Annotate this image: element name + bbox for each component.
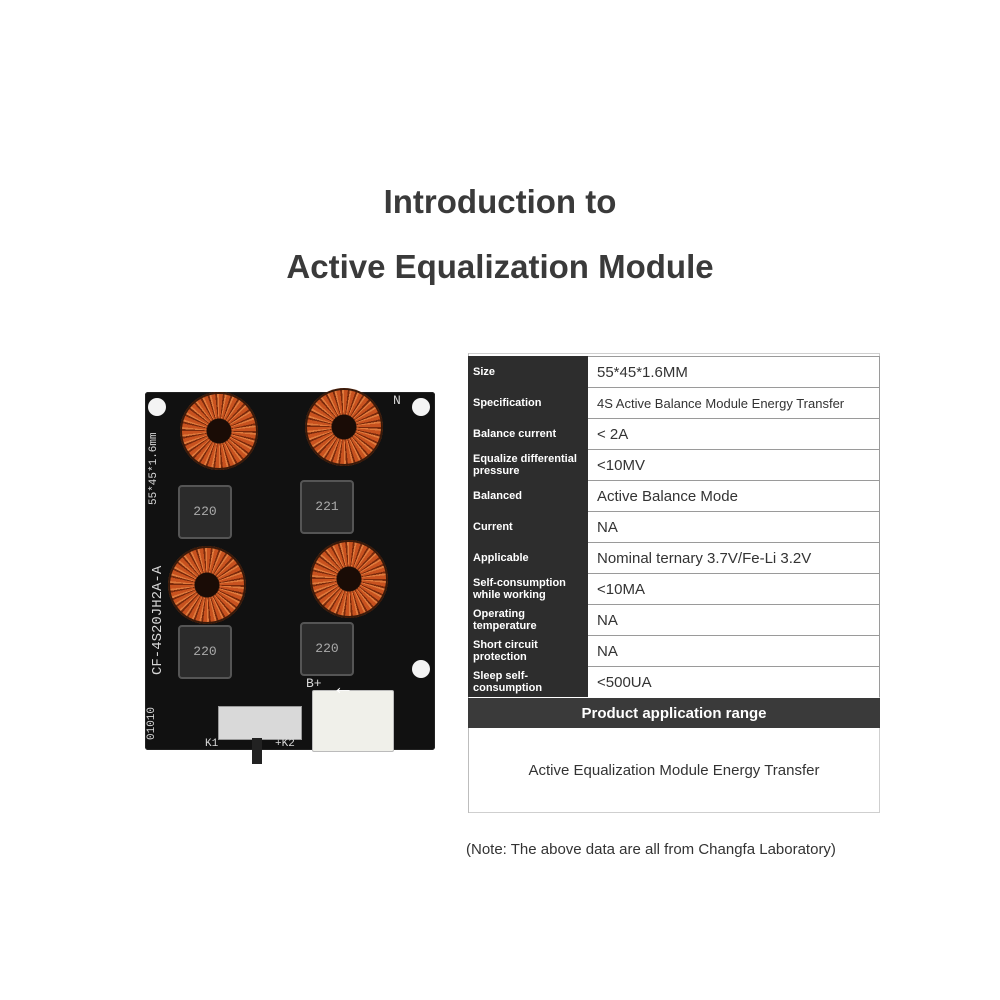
mounting-hole bbox=[412, 398, 430, 416]
spec-label: Specification bbox=[468, 387, 588, 418]
spec-label: Equalize differential pressure bbox=[468, 449, 588, 480]
board-size-label: 55*45*1.6mm bbox=[148, 432, 160, 505]
board-model-label: CF-4S20JH2A-A bbox=[150, 565, 166, 675]
port-label: B+ bbox=[306, 676, 322, 691]
board-bottom-label: 01010 bbox=[146, 706, 158, 740]
spec-label: Balanced bbox=[468, 480, 588, 511]
spec-value: 4S Active Balance Module Energy Transfer bbox=[588, 387, 880, 418]
spec-value: NA bbox=[588, 604, 880, 635]
inductor: 220 bbox=[178, 485, 232, 539]
spec-row-balanced bbox=[468, 480, 880, 511]
spec-value: 55*45*1.6MM bbox=[588, 356, 880, 387]
spec-row-differential-pressure bbox=[468, 449, 880, 480]
switch-label-k2: +K2 bbox=[275, 738, 295, 750]
spec-value: <10MV bbox=[588, 449, 880, 480]
toroid-coil bbox=[180, 392, 258, 470]
spec-row-self-consumption bbox=[468, 573, 880, 604]
spec-value: NA bbox=[588, 635, 880, 666]
board-corner-label: N bbox=[393, 393, 401, 408]
arrow-icon: ← bbox=[332, 674, 354, 699]
inductor: 220 bbox=[178, 625, 232, 679]
footnote: (Note: The above data are all from Changfa Laboratory) bbox=[466, 841, 836, 858]
spec-row-short-circuit bbox=[468, 635, 880, 666]
page-title-line-2: Active Equalization Module bbox=[286, 248, 714, 285]
spec-label: Operating temperature bbox=[468, 604, 588, 635]
spec-row-size bbox=[468, 356, 880, 387]
slide-switch bbox=[218, 706, 302, 740]
application-range-header: Product application range bbox=[468, 698, 880, 728]
spec-label: Short circuit protection bbox=[468, 635, 588, 666]
spec-row-specification bbox=[468, 387, 880, 418]
spec-value: <10MA bbox=[588, 573, 880, 604]
mounting-hole bbox=[148, 398, 166, 416]
mounting-hole bbox=[412, 660, 430, 678]
toroid-coil bbox=[168, 546, 246, 624]
spec-row-current bbox=[468, 511, 880, 542]
spec-row-sleep-consumption bbox=[468, 666, 880, 697]
toroid-coil bbox=[305, 388, 383, 466]
spec-row-balance-current bbox=[468, 418, 880, 449]
spec-label: Size bbox=[468, 356, 588, 387]
spec-value: < 2A bbox=[588, 418, 880, 449]
inductor: 220 bbox=[300, 622, 354, 676]
spec-label: Self-consumption while working bbox=[468, 573, 588, 604]
spec-value: Active Balance Mode bbox=[588, 480, 880, 511]
spec-row-applicable bbox=[468, 542, 880, 573]
switch-lever bbox=[252, 738, 262, 764]
page-title-line-1: Introduction to bbox=[383, 183, 617, 220]
spec-label: Applicable bbox=[468, 542, 588, 573]
spec-label: Sleep self-consumption bbox=[468, 666, 588, 697]
application-range-text: Active Equalization Module Energy Transfer bbox=[528, 762, 820, 779]
switch-label-k1: K1 bbox=[205, 738, 219, 750]
spec-value: Nominal ternary 3.7V/Fe-Li 3.2V bbox=[588, 542, 880, 573]
spec-value: <500UA bbox=[588, 666, 880, 697]
spec-value: NA bbox=[588, 511, 880, 542]
inductor: 221 bbox=[300, 480, 354, 534]
spec-label: Balance current bbox=[468, 418, 588, 449]
toroid-coil bbox=[310, 540, 388, 618]
spec-label: Current bbox=[468, 511, 588, 542]
spec-row-operating-temperature bbox=[468, 604, 880, 635]
